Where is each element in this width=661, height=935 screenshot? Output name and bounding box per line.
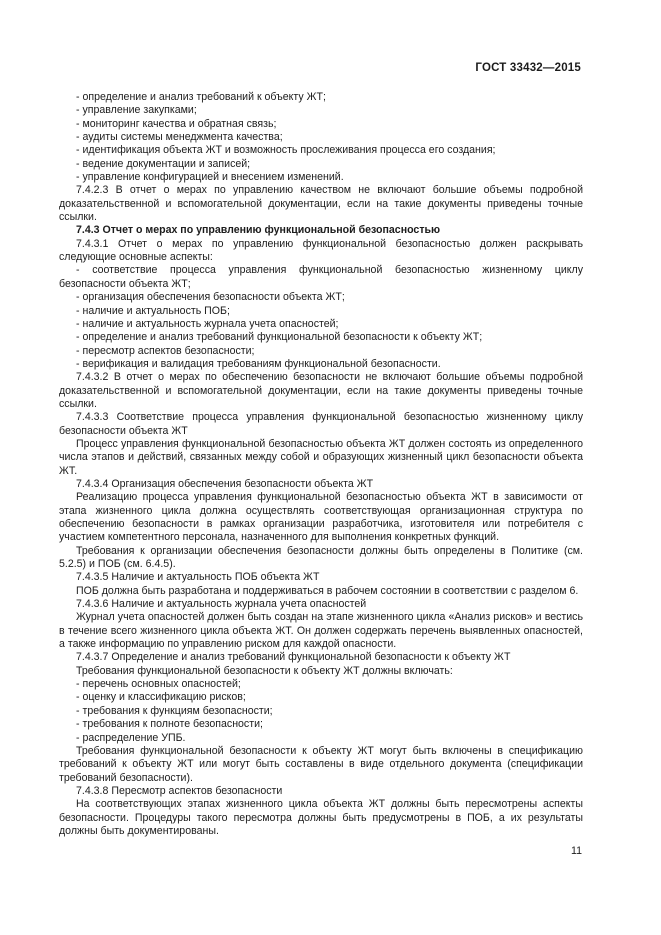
paragraph: Журнал учета опасностей должен быть создан на этапе жизненного цикла «Анализ рисков» и вестись в течение всего жизненного цикла объекта ЖТ. Он должен содержать перечень выявленных опасностей, а также информацию по управлению риском для каждой опасности. — [59, 611, 583, 651]
paragraph: Требования функциональной безопасности к объекту ЖТ могут быть включены в спецификацию требований к объекту ЖТ или могут быть составлены в виде отдельного документа (спецификации требований безопасности). — [59, 744, 583, 784]
paragraph: - верификация и валидация требованиям функциональной безопасности. — [76, 357, 441, 370]
paragraph: 7.4.3.4 Организация обеспечения безопасности объекта ЖТ — [76, 477, 374, 490]
paragraph: 7.4.3.1 Отчет о мерах по управлению функциональной безопасностью должен раскрывать следующие основные аспекты: — [59, 237, 583, 264]
paragraph: 7.4.3.7 Определение и анализ требований функциональной безопасности к объекту ЖТ — [76, 651, 511, 664]
paragraph: Требования к организации обеспечения безопасности должны быть определены в Политике (см. 5.2.5) и ПОБ (см. 6.4.5). — [59, 544, 583, 571]
paragraph: - наличие и актуальность ПОБ; — [76, 304, 230, 317]
paragraph: Реализацию процесса управления функциональной безопасностью объекта ЖТ в зависимости от этапа жизненного цикла должна осуществлять соответствующая организационная структура по обеспечению безопасности в рамках организации разработчика, изготовителя или потребителя с участием компетентного персонала, назначенного для выполнения конкретных функций. — [59, 491, 583, 544]
paragraph: 7.4.2.3 В отчет о мерах по управлению качеством не включают большие объемы подробной доказательственной и вспомогательной документации, если на такие документы приведены точные ссылки. — [59, 184, 583, 224]
paragraph: - идентификация объекта ЖТ и возможность прослеживания процесса его создания; — [76, 144, 496, 157]
paragraph: - требования к функциям безопасности; — [76, 704, 273, 717]
paragraph: ПОБ должна быть разработана и поддерживаться в рабочем состоянии в соответствии с разделом 6. — [76, 584, 579, 597]
paragraph: Процесс управления функциональной безопасностью объекта ЖТ должен состоять из определенного числа этапов и действий, связанных между собой и образующих жизненный цикл безопасности объекта ЖТ. — [59, 437, 583, 477]
paragraph: Требования функциональной безопасности к объекту ЖТ должны включать: — [76, 664, 453, 677]
paragraph: 7.4.3.3 Соответствие процесса управления функциональной безопасностью жизненному циклу безопасности объекта ЖТ — [59, 411, 583, 437]
paragraph: - соответствие процесса управления функциональной безопасностью жизненному циклу безопасности объекта ЖТ; — [59, 264, 583, 290]
paragraph: - наличие и актуальность журнала учета опасностей; — [76, 317, 339, 330]
paragraph: 7.4.3 Отчет о мерах по управлению функциональной безопасностью — [76, 224, 441, 237]
paragraph: На соответствующих этапах жизненного цикла объекта ЖТ должны быть пересмотрены аспекты безопасности. Процедуры такого пересмотра должны быть предусмотрены в ПОБ, а их результаты должны быть документированы. — [59, 798, 583, 837]
paragraph: 7.4.3.8 Пересмотр аспектов безопасности — [76, 784, 283, 797]
paragraph: - требования к полноте безопасности; — [76, 718, 263, 731]
paragraph: - перечень основных опасностей; — [76, 678, 241, 691]
paragraph: - определение и анализ требований к объекту ЖТ; — [76, 91, 326, 103]
paragraph: - управление конфигурацией и внесением изменений. — [76, 171, 344, 184]
paragraph: 7.4.3.2 В отчет о мерах по обеспечению безопасности не включают большие объемы подробной доказательственной и вспомогательной документации, если на такие документы приведены точные ссылки. — [59, 371, 583, 410]
paragraph: - распределение УПБ. — [76, 731, 186, 744]
paragraph: - пересмотр аспектов безопасности; — [76, 344, 255, 357]
paragraph: - мониторинг качества и обратная связь; — [76, 117, 277, 130]
document-body — [59, 91, 583, 838]
paragraph: - определение и анализ требований функциональной безопасности к объекту ЖТ; — [76, 331, 483, 344]
paragraph: - аудиты системы менеджмента качества; — [76, 131, 283, 144]
page-number: 11 — [571, 845, 582, 857]
paragraph: - оценку и классификацию рисков; — [76, 691, 246, 704]
paragraph: 7.4.3.5 Наличие и актуальность ПОБ объекта ЖТ — [76, 571, 320, 584]
standard-designation: ГОСТ 33432—2015 — [475, 62, 581, 74]
paragraph: - управление закупками; — [76, 104, 197, 117]
paragraph: - организация обеспечения безопасности объекта ЖТ; — [76, 291, 345, 304]
paragraph: - ведение документации и записей; — [76, 157, 251, 170]
paragraph: 7.4.3.6 Наличие и актуальность журнала учета опасностей — [76, 598, 367, 611]
